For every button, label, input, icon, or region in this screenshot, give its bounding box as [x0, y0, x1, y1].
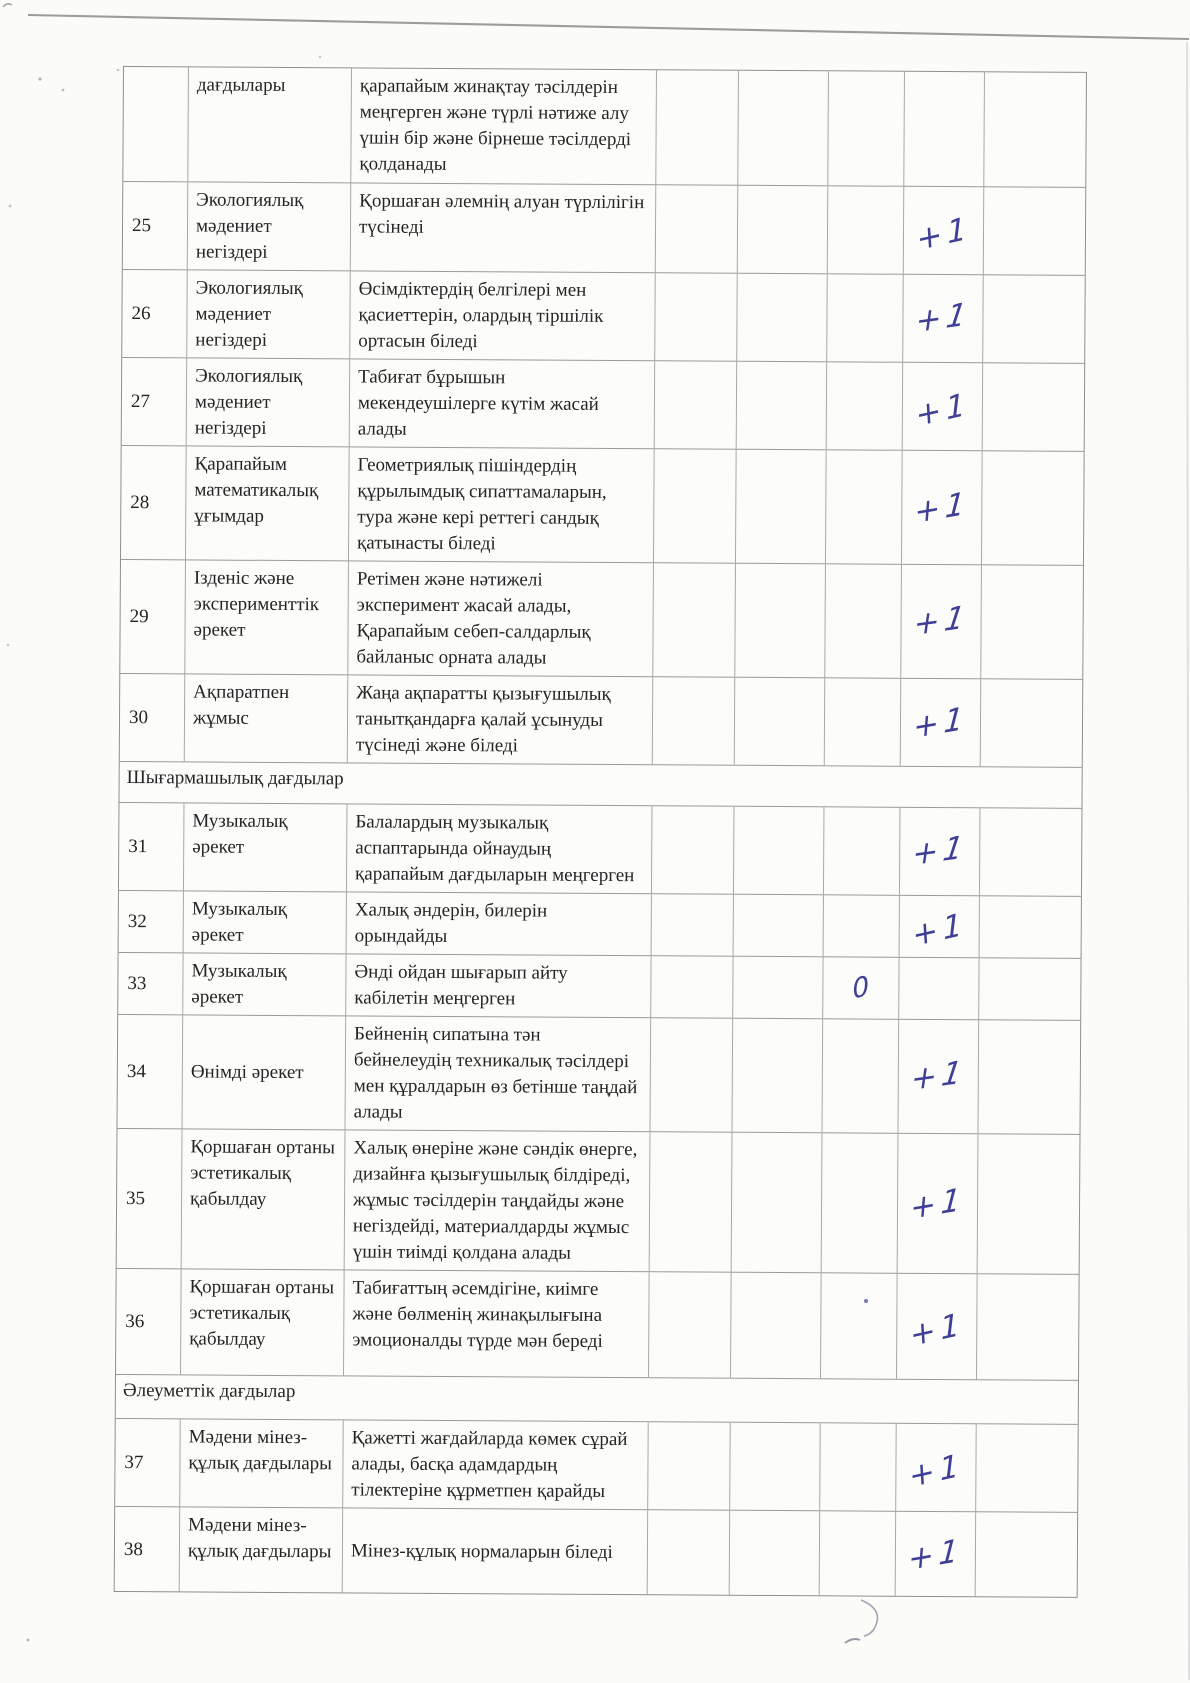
table-row: [121, 445, 1084, 565]
row-number: 35: [126, 1188, 146, 1210]
handwritten-mark: +1: [911, 905, 968, 955]
section-header-row: Шығармашылық дағдылар: [120, 761, 1082, 808]
row-number-cell: [120, 674, 185, 761]
score-cell: [975, 1512, 1078, 1597]
score-cell: [975, 1424, 1078, 1512]
table-row: [115, 1418, 1078, 1512]
category-cell: Экологиялық мәдениет негіздері: [187, 182, 351, 270]
score-cell: [651, 806, 734, 893]
page-edge-line: [1187, 42, 1189, 1680]
score-cell: [820, 1273, 897, 1378]
score-cell: [736, 274, 827, 362]
paper-speck: [117, 69, 120, 72]
score-cell: [895, 1424, 976, 1511]
criteria-cell: Жаңа ақпаратты қызығушылық танытқандарға қалай ұсынуды түсінеді және біледі: [347, 675, 653, 764]
score-cell: [654, 361, 737, 448]
score-cell: [730, 1273, 821, 1379]
score-cell: [732, 1019, 823, 1133]
row-number-cell: [121, 446, 186, 559]
paper-speck: [319, 56, 321, 58]
row-number: 36: [125, 1311, 145, 1333]
score-cell: [824, 564, 901, 677]
score-cell: [653, 449, 736, 562]
score-cell: [819, 1423, 896, 1510]
score-cell: [732, 957, 822, 1019]
score-cell: [983, 72, 1086, 187]
row-number-cell: [119, 891, 183, 952]
handwritten-mark: +1: [908, 1053, 969, 1099]
score-cell: [979, 896, 1081, 958]
score-cell: [903, 72, 984, 186]
score-cell: [827, 71, 904, 185]
row-number-cell: [118, 1015, 183, 1128]
category-cell: Ақпаратпен жұмыс: [184, 674, 348, 762]
table-row: [118, 952, 1080, 1020]
category-cell: Мәдени мінез-құлық дағдылары: [179, 1419, 343, 1507]
table-row: [115, 1506, 1078, 1597]
score-cell: [899, 808, 980, 895]
assessment-table: [114, 66, 1087, 1598]
score-cell: [976, 1274, 1079, 1380]
criteria-cell: Балалардың музыкалық аспаптарында ойнаудың қарапайым дағдыларын меңгерген: [346, 804, 652, 893]
row-number-cell: [119, 803, 184, 890]
paper-speck: [27, 1639, 30, 1642]
paper-speck: [9, 205, 12, 208]
category-cell: Музыкалық әрекет: [182, 953, 345, 1015]
row-number-cell: [120, 560, 185, 673]
score-cell: [648, 1272, 731, 1377]
score-cell: [900, 565, 981, 678]
score-cell: [647, 1510, 730, 1594]
score-cell: [979, 808, 1082, 896]
score-cell: [977, 1020, 1080, 1134]
corner-mark: [3, 4, 12, 7]
paper-speck: [38, 77, 41, 80]
row-number-cell: [115, 1507, 180, 1591]
score-cell: [824, 678, 901, 765]
score-cell: [821, 1133, 898, 1272]
section-header-row: Әлеуметтік дағдылар: [116, 1374, 1078, 1424]
score-cell: [649, 1132, 732, 1271]
category-cell: дағдылары: [187, 67, 351, 182]
table-row: [123, 181, 1086, 275]
category-cell: Музыкалық әрекет: [183, 803, 347, 891]
score-cell: [650, 956, 732, 1017]
table-row: [119, 890, 1081, 958]
row-number: 26: [131, 303, 151, 325]
score-cell: [655, 185, 738, 272]
table-row: [117, 1128, 1080, 1274]
row-number: 34: [126, 1061, 146, 1083]
score-cell: [733, 807, 824, 895]
table-row: [122, 357, 1085, 451]
score-cell: [826, 274, 903, 361]
criteria-cell: Өсімдіктердің белгілері мен қасиеттерін, олардың тіршілік ортасын біледі: [349, 271, 655, 360]
score-cell: [822, 957, 898, 1018]
score-cell: [978, 958, 1080, 1020]
handwritten-mark: +1: [906, 1531, 965, 1578]
score-cell: [980, 679, 1083, 767]
criteria-cell: Геометриялық пішіндердің құрылымдық сипаттамаларын, тура және кері реттегі сандық қатынасты біледі: [348, 447, 654, 562]
handwritten-mark: +1: [907, 1446, 965, 1496]
row-number: 32: [127, 911, 147, 933]
table-row: [120, 673, 1083, 767]
row-number-cell: [116, 1269, 181, 1374]
score-cell: [897, 1020, 978, 1133]
handwritten-mark: +1: [915, 209, 973, 259]
score-cell: [982, 275, 1085, 363]
score-cell: [737, 71, 828, 186]
category-cell: Мәдени мінез-құлық дағдылары: [179, 1507, 343, 1592]
criteria-cell: Халық өнеріне және сәндік өнерге, дизайнға қызығушылық білдіреді, жұмыс тәсілдерін таңдайды және негіздейді, материалдарды жұмыс үшін тиімді қолдана алады: [344, 1130, 650, 1271]
criteria-cell: Халық әндерін, билерін орындайды: [346, 892, 651, 955]
score-cell: [827, 186, 904, 273]
row-number-cell: [123, 182, 188, 269]
handwritten-mark: +1: [911, 699, 970, 747]
table-row: [122, 269, 1085, 363]
category-cell: Қоршаған ортаны эстетикалық қабылдау: [181, 1129, 345, 1269]
handwritten-mark: +1: [908, 1305, 966, 1355]
category-cell: Музыкалық әрекет: [183, 891, 346, 953]
score-cell: [731, 1133, 822, 1273]
category-cell: Қарапайым математикалық ұғымдар: [185, 446, 349, 560]
score-cell: [737, 186, 828, 274]
category-cell: Өнімді әрекет: [182, 1015, 346, 1129]
criteria-cell: Мінез-құлық нормаларын біледі: [342, 1508, 648, 1594]
row-number: 37: [124, 1452, 144, 1474]
row-number: 27: [130, 391, 151, 413]
paper-speck: [62, 89, 65, 92]
score-cell: [652, 563, 735, 676]
score-cell: [977, 1134, 1080, 1274]
criteria-cell: Әнді ойдан шығарып айту кабілетін меңгерген: [345, 954, 650, 1017]
criteria-cell: Қоршаған әлемнің алуан түрлілігін түсінеді: [350, 183, 656, 272]
handwritten-mark: +1: [914, 385, 971, 435]
table-row: [119, 802, 1082, 896]
score-cell: [729, 1423, 820, 1511]
row-number-cell: [122, 358, 187, 445]
category-cell: Экологиялық мәдениет негіздері: [186, 270, 350, 358]
table-row: [118, 1014, 1081, 1134]
score-cell: [898, 958, 978, 1019]
criteria-cell: қарапайым жинақтау тәсілдерін меңгерген және түрлі нәтиже алу үшін бір және бірнеше тәсілдерді қолданады: [350, 68, 656, 184]
score-cell: [899, 896, 979, 957]
paper-speck: [7, 644, 10, 647]
row-number: 30: [128, 707, 149, 729]
score-cell: [647, 1422, 730, 1509]
score-cell: [896, 1274, 977, 1379]
score-cell: [982, 363, 1085, 451]
row-number: 38: [123, 1538, 144, 1560]
row-number-cell: [123, 67, 188, 181]
score-cell: [651, 894, 733, 955]
score-cell: [650, 1018, 733, 1131]
row-number: 33: [127, 973, 147, 995]
handwritten-mark: +1: [910, 598, 972, 644]
score-cell: [981, 451, 1084, 565]
score-cell: [652, 677, 735, 764]
score-cell: [980, 565, 1083, 679]
row-number: 29: [129, 606, 149, 628]
criteria-cell: Қажетті жағдайларда көмек сұрай алады, басқа адамдардың тілектеріне құрметпен қарайды: [342, 1420, 648, 1509]
score-cell: [734, 564, 825, 678]
score-cell: [823, 895, 899, 956]
score-cell: [734, 678, 825, 766]
handwritten-mark: +1: [909, 828, 971, 874]
pen-squiggle: [861, 1600, 877, 1636]
score-cell: [901, 451, 982, 564]
score-cell: [655, 70, 738, 184]
score-cell: [823, 807, 900, 894]
row-number-cell: [122, 270, 187, 357]
row-number-cell: [118, 953, 182, 1014]
pen-tick: [845, 1639, 860, 1643]
criteria-cell: Табиғат бұрышын мекендеушілерге күтім жасай алады: [349, 359, 655, 448]
score-cell: [897, 1134, 978, 1273]
score-cell: [903, 187, 984, 274]
criteria-cell: Бейненің сипатына тән бейнелеудің техникалық тәсілдері мен құралдарын өз бетінше таңдай алады: [345, 1016, 651, 1131]
score-cell: [735, 450, 826, 564]
row-number: 28: [130, 492, 150, 514]
handwritten-mark: +1: [912, 484, 971, 532]
score-cell: [983, 187, 1086, 275]
score-cell: [819, 1511, 896, 1595]
handwritten-mark: +1: [908, 1180, 967, 1228]
handwritten-mark: 0: [850, 970, 871, 1006]
score-cell: [821, 1019, 898, 1132]
score-cell: [736, 362, 827, 450]
criteria-cell: Табиғаттың әсемдігіне, киімге және бөлменің жинақылығына эмоционалды түрде мән береді: [343, 1270, 649, 1377]
row-number: 31: [128, 836, 148, 858]
score-cell: [729, 1511, 820, 1596]
score-cell: [826, 362, 903, 449]
table-row: [123, 67, 1086, 187]
row-number: 25: [131, 215, 152, 237]
criteria-cell: Ретімен және нәтижелі эксперимент жасай алады, Қарапайым себеп-салдарлық байланыс орната алады: [347, 561, 653, 676]
score-cell: [895, 1512, 976, 1596]
category-cell: Ізденіс және эксперименттік әрекет: [184, 560, 348, 674]
score-cell: [825, 450, 902, 563]
table-row: [120, 559, 1083, 679]
score-cell: [900, 679, 981, 766]
score-cell: [902, 363, 983, 450]
table-row: [116, 1268, 1079, 1380]
handwritten-mark: +1: [912, 295, 974, 341]
row-number-cell: [117, 1129, 182, 1268]
category-cell: Экологиялық мәдениет негіздері: [186, 358, 350, 446]
category-cell: Қоршаған ортаны эстетикалық қабылдау: [180, 1269, 344, 1375]
score-cell: [654, 273, 737, 360]
scan-fold-line: [28, 15, 1189, 39]
score-cell: [733, 895, 823, 957]
row-number-cell: [115, 1419, 180, 1506]
score-cell: [902, 275, 983, 362]
